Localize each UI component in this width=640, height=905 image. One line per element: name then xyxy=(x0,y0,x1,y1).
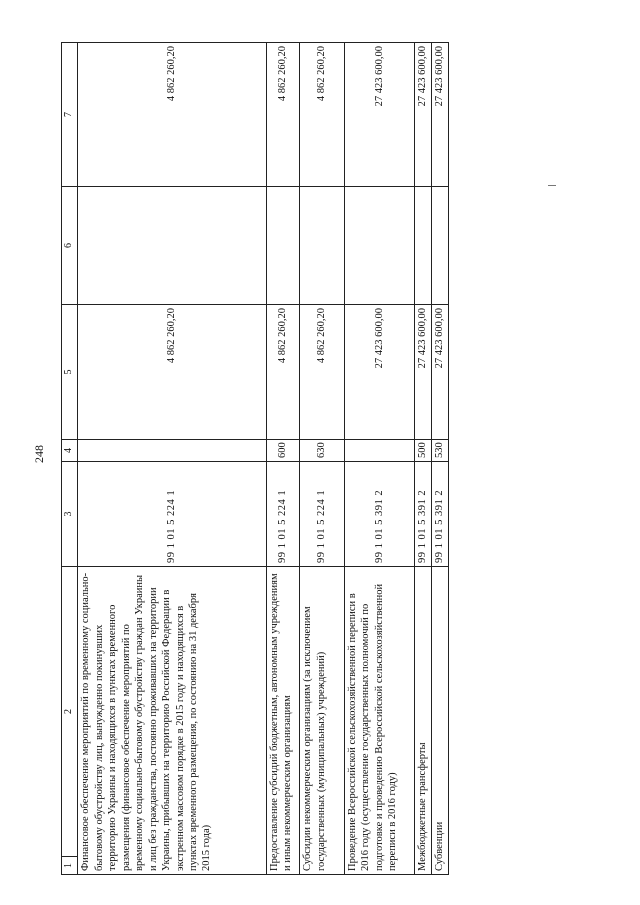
table-row xyxy=(431,43,448,875)
col-num-6: 6 xyxy=(62,187,78,305)
row-amount-col6 xyxy=(300,187,345,305)
table-row xyxy=(414,43,431,875)
table-row xyxy=(300,43,345,875)
page-number: 248 xyxy=(32,445,46,463)
row-amount-col7: 4 862 260,20 xyxy=(78,43,266,187)
row-amount-col6 xyxy=(266,187,299,305)
col-num-2: 2 xyxy=(62,567,78,857)
row-amount-col7: 4 862 260,20 xyxy=(300,43,345,187)
col-num-3: 3 xyxy=(62,462,78,567)
row-name: Проведение Всероссийской сельскохозяйственной переписи в 2016 году (осуществление государственных полномочий по подготовке и проведению Всероссийской сельскохозяйственной переписи в 2016 году) xyxy=(344,567,414,875)
col-num-5: 5 xyxy=(62,305,78,440)
row-code: 99 1 01 5 391 2 xyxy=(431,462,448,567)
table-row xyxy=(78,43,266,875)
row-amount-col7: 27 423 600,00 xyxy=(344,43,414,187)
row-amount-col6 xyxy=(414,187,431,305)
row-name: Финансовое обеспечение мероприятий по временному социально-бытовому обустройству лиц, вынужденно покинувших территорию Украины и находящихся в пунктах временного размещения (финансовое обеспечение мероприятий по временному социально-бытовому обустройству граждан Украины и лиц без гражданства, постоянно проживавших на территории Украины, прибывших на территорию Российской Федерации в экстренном массовом порядке в 2015 году и находящихся в пунктах временного размещения, по состоянию на 31 декабря 2015 года) xyxy=(78,567,266,875)
row-amount-col5: 4 862 260,20 xyxy=(300,305,345,440)
row-amount-col5: 27 423 600,00 xyxy=(431,305,448,440)
row-name: Предоставление субсидий бюджетным, автономным учреждениям и иным некоммерческим организациям xyxy=(266,567,299,875)
rotated-table-area xyxy=(61,43,449,875)
row-amount-col6 xyxy=(431,187,448,305)
row-expense-type: 630 xyxy=(300,440,345,462)
row-amount-col5: 27 423 600,00 xyxy=(344,305,414,440)
row-amount-col7: 27 423 600,00 xyxy=(431,43,448,187)
row-expense-type xyxy=(78,440,266,462)
row-code: 99 1 01 5 224 1 xyxy=(266,462,299,567)
row-code: 99 1 01 5 391 2 xyxy=(344,462,414,567)
row-name: Субвенции xyxy=(431,567,448,875)
row-name: Межбюджетные трансферты xyxy=(414,567,431,875)
row-code: 99 1 01 5 224 1 xyxy=(78,462,266,567)
row-amount-col5: 4 862 260,20 xyxy=(266,305,299,440)
row-amount-col7: 27 423 600,00 xyxy=(414,43,431,187)
row-code: 99 1 01 5 224 1 xyxy=(300,462,345,567)
row-expense-type xyxy=(344,440,414,462)
table-row xyxy=(344,43,414,875)
column-number-row xyxy=(62,43,78,875)
row-amount-col7: 4 862 260,20 xyxy=(266,43,299,187)
scan-mark xyxy=(548,185,556,186)
row-amount-col6 xyxy=(344,187,414,305)
row-amount-col5: 27 423 600,00 xyxy=(414,305,431,440)
table-row xyxy=(266,43,299,875)
budget-table xyxy=(61,42,449,875)
col-num-4: 4 xyxy=(62,440,78,462)
row-amount-col6 xyxy=(78,187,266,305)
row-amount-col5: 4 862 260,20 xyxy=(78,305,266,440)
row-code: 99 1 01 5 391 2 xyxy=(414,462,431,567)
col-num-1: 1 xyxy=(62,857,78,875)
row-expense-type: 600 xyxy=(266,440,299,462)
row-expense-type: 530 xyxy=(431,440,448,462)
row-name: Субсидии некоммерческим организациям (за исключением государственных (муниципальных) учреждений) xyxy=(300,567,345,875)
col-num-7: 7 xyxy=(62,43,78,187)
row-expense-type: 500 xyxy=(414,440,431,462)
